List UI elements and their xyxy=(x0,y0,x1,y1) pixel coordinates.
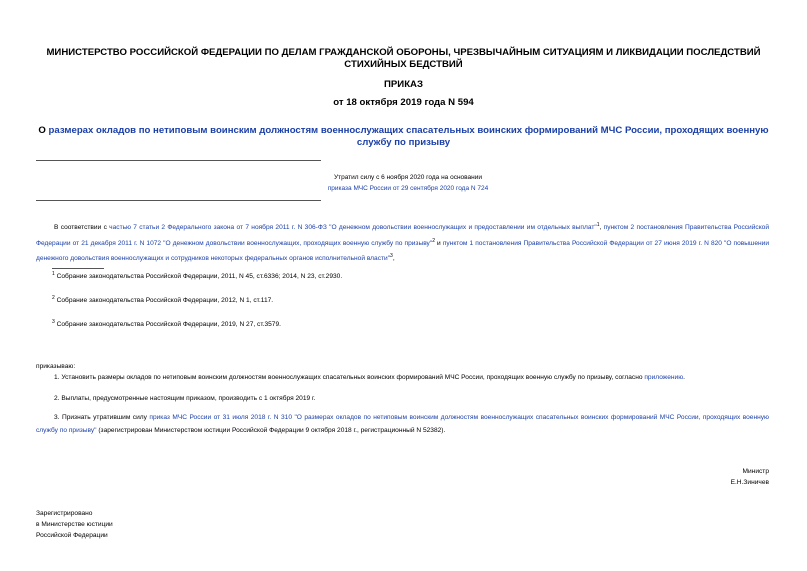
document-date-number: от 18 октября 2019 года N 594 xyxy=(333,97,474,108)
footnote-mark: 3 xyxy=(52,319,55,325)
status-note xyxy=(308,172,508,194)
divider-top xyxy=(36,160,321,161)
footnote-1 xyxy=(52,271,342,280)
order-word: приказываю: xyxy=(36,363,76,370)
footnote-ref-3[interactable]: 3 xyxy=(390,253,393,260)
item-text: 3. Признать утратившим силу xyxy=(54,414,150,421)
item-text: (зарегистрирован Министерством юстиции Российской Федерации 9 октября 2018 г., регистрационный N 52382). xyxy=(96,426,446,434)
law-link-1[interactable]: частью 7 статьи 2 Федерального закона от 7 ноября 2011 г. N 306-ФЗ "О денежном довольствии военнослужащих и предоставлении им отдельных выплат" xyxy=(109,224,597,232)
appendix-link[interactable]: приложению xyxy=(644,374,684,381)
preamble-text: и xyxy=(434,239,443,247)
order-item-2: 2. Выплаты, предусмотренные настоящим приказом, производить с 1 октября 2019 г. xyxy=(54,395,316,402)
signature-block xyxy=(731,466,769,488)
preamble-text: , xyxy=(392,255,395,263)
footnote-text: Собрание законодательства Российской Федерации, 2011, N 45, ст.6336; 2014, N 23, ст.2930. xyxy=(56,273,343,281)
ministry-name: МИНИСТЕРСТВО РОССИЙСКОЙ ФЕДЕРАЦИИ ПО ДЕЛАМ ГРАЖДАНСКОЙ ОБОРОНЫ, ЧРЕЗВЫЧАЙНЫМ СИТУАЦИЯМ И ЛИКВИДАЦИИ ПОСЛЕДСТВИЙ СТИХИЙНЫХ БЕДСТВИЙ xyxy=(46,47,761,70)
registration-line-3: Российской Федерации xyxy=(36,532,108,539)
footnote-divider xyxy=(52,268,104,269)
signer-position: Министр xyxy=(742,468,769,475)
footnote-ref-1[interactable]: 1 xyxy=(596,222,600,228)
law-link-2[interactable]: пунктом 2 постановления Правительства Российской Федерации от 21 декабря 2011 г. N 1072 "О денежном довольствии военнослужащих, проходящих военную службу по призыву" xyxy=(36,224,770,247)
item-text: . xyxy=(683,374,685,381)
repealed-order-link[interactable]: приказ МЧС России от 31 июля 2018 г. N 310 "О размерах окладов по нетиповым воинским должностям военнослужащих спасательных воинских формирований МЧС России, проходящих военную службу по призыву" xyxy=(36,414,769,434)
status-text: Утратил силу с 6 ноября 2020 года на основании xyxy=(333,174,483,181)
preamble-paragraph xyxy=(36,219,769,266)
item-text: 1. Установить размеры окладов по нетиповым воинским должностям военнослужащих спасательных воинских формирований МЧС России, проходящих военную службу по призыву, согласно xyxy=(54,374,645,381)
signer-name: Е.Н.Зиничев xyxy=(730,479,769,486)
footnote-mark: 2 xyxy=(52,295,55,301)
subject-prefix: О xyxy=(38,125,49,136)
registration-line-2: в Министерстве юстиции xyxy=(36,521,113,528)
footnote-3 xyxy=(52,319,281,328)
divider-bottom xyxy=(36,200,321,201)
registration-block xyxy=(36,508,113,541)
document-type: ПРИКАЗ xyxy=(384,79,423,90)
order-item-3 xyxy=(36,412,769,437)
footnote-2 xyxy=(52,295,273,304)
footnote-mark: 1 xyxy=(52,271,55,277)
registration-line-1: Зарегистрировано xyxy=(36,510,93,517)
law-link-3[interactable]: пунктом 1 постановления Правительства Российской Федерации от 27 июня 2019 г. N 820 "О повышении денежного довольствия военнослужащих и сотрудников некоторых федеральных органов исполнительной власти" xyxy=(36,239,769,263)
document-subject xyxy=(36,125,771,149)
subject-link[interactable]: размерах окладов по нетиповым воинским должностям военнослужащих спасательных воинских формирований МЧС России, проходящих военную службу по призыву xyxy=(48,125,769,148)
order-item-1 xyxy=(36,372,769,385)
footnote-text: Собрание законодательства Российской Федерации, 2019, N 27, ст.3579. xyxy=(56,321,281,329)
footnote-ref-2[interactable]: 2 xyxy=(432,237,435,244)
preamble-text: В соответствии с xyxy=(54,224,110,232)
preamble-text: , xyxy=(599,224,604,232)
status-link[interactable]: приказа МЧС России от 29 сентября 2020 года N 724 xyxy=(327,185,489,192)
footnote-text: Собрание законодательства Российской Федерации, 2012, N 1, ст.117. xyxy=(56,297,274,305)
